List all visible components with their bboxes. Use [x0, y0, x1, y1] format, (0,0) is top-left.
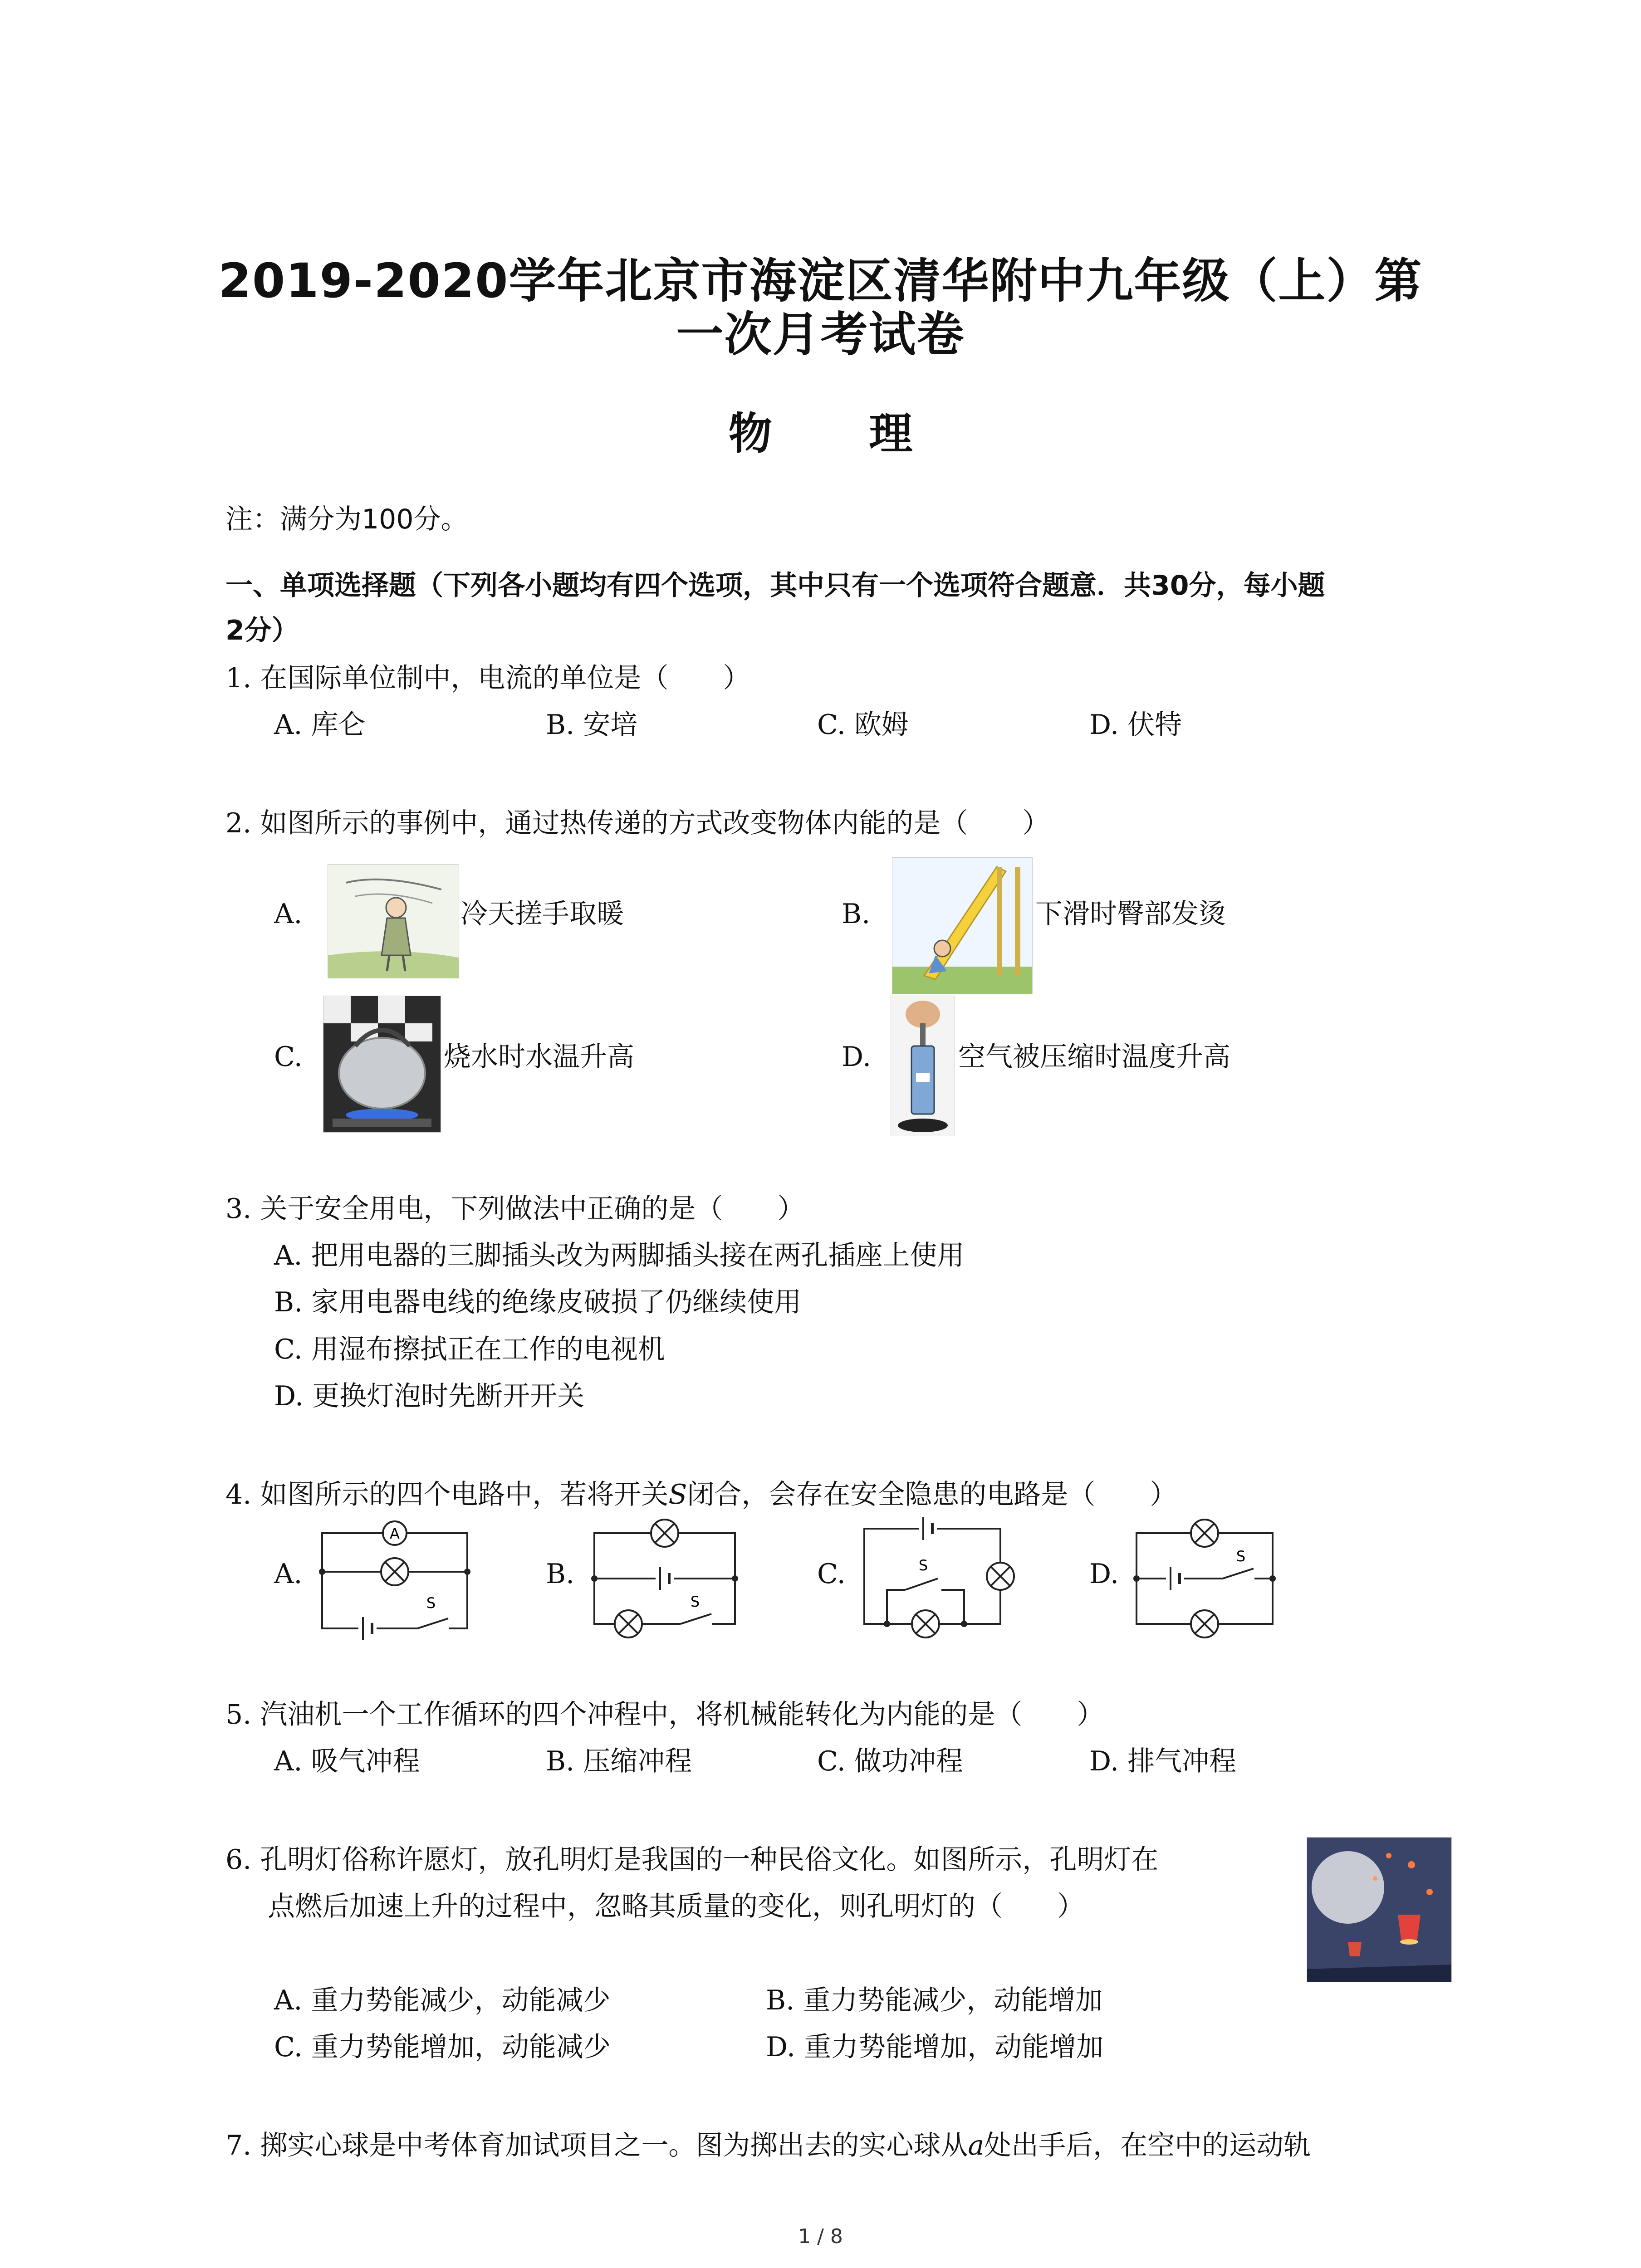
circuit-a — [318, 1515, 472, 1642]
q4-stem-after: 闭合，会存在安全隐患的电路是（ ） — [687, 1479, 1177, 1510]
q4-option-b-letter: B. — [546, 1558, 575, 1590]
page-number: 1 / 8 — [798, 2225, 843, 2248]
q3-option-a: A. 把用电器的三脚插头改为两脚插头接在两孔插座上使用 — [274, 1240, 965, 1271]
lamp-icon — [615, 1610, 642, 1637]
q6-option-d: D. 重力势能增加，动能增加 — [766, 2031, 1104, 2063]
q3-stem: 3. 关于安全用电，下列做法中正确的是（ ） — [225, 1193, 805, 1225]
q4-stem-before: 4. 如图所示的四个电路中，若将开关 — [225, 1479, 669, 1510]
section-heading-line-2: 2分） — [225, 615, 299, 646]
switch-label: S — [918, 1557, 928, 1574]
score-note: 注：满分为100分。 — [225, 503, 468, 535]
lamp-icon — [987, 1563, 1014, 1590]
q1-option-b: B. 安培 — [546, 709, 638, 741]
q2-option-a-text: 冷天搓手取暖 — [460, 898, 624, 930]
q4-option-c-letter: C. — [817, 1558, 846, 1590]
switch-label: S — [426, 1594, 436, 1612]
q2-option-c-text: 烧水时水温升高 — [444, 1041, 634, 1073]
q4-stem-variable: S — [668, 1479, 687, 1510]
lamp-icon — [651, 1520, 678, 1547]
q3-option-b: B. 家用电器电线的绝缘皮破损了仍继续使用 — [274, 1286, 802, 1318]
q6-option-b: B. 重力势能减少，动能增加 — [766, 1984, 1103, 2016]
q1-stem: 1. 在国际单位制中，电流的单位是（ ） — [225, 662, 750, 694]
switch-label: S — [690, 1593, 700, 1610]
q2-option-d-text: 空气被压缩时温度升高 — [958, 1041, 1230, 1073]
q1-option-c: C. 欧姆 — [817, 709, 909, 741]
section-heading-line-1: 一、单项选择题（下列各小题均有四个选项，其中只有一个选项符合题意．共30分，每小题 — [225, 570, 1325, 601]
q7-stem-before: 7. 掷实心球是中考体育加试项目之一。图为掷出去的实心球从 — [225, 2130, 968, 2161]
q2-option-b-letter: B. — [842, 898, 871, 930]
subject-heading: 物 理 — [728, 408, 954, 459]
q2-option-d-letter: D. — [842, 1041, 872, 1073]
q3-option-c: C. 用湿布擦拭正在工作的电视机 — [274, 1334, 665, 1365]
q1-option-d: D. 伏特 — [1089, 709, 1182, 741]
q4-option-d-letter: D. — [1089, 1558, 1119, 1590]
q7-stem — [225, 2130, 1311, 2161]
q7-stem-variable: a — [968, 2130, 985, 2161]
circuit-d — [1132, 1510, 1282, 1642]
lamp-icon — [1191, 1520, 1218, 1547]
switch-label: S — [1236, 1548, 1246, 1565]
sky-lantern-picture — [1307, 1837, 1452, 1982]
air-pump-picture — [891, 996, 955, 1136]
q1-option-a: A. 库仑 — [274, 709, 366, 741]
q6-stem-line-2: 点燃后加速上升的过程中，忽略其质量的变化，则孔明灯的（ ） — [268, 1891, 1084, 1922]
q5-stem: 5. 汽油机一个工作循环的四个冲程中，将机械能转化为内能的是（ ） — [225, 1699, 1104, 1730]
q5-option-a: A. 吸气冲程 — [274, 1745, 420, 1777]
q2-option-b-text: 下滑时臀部发烫 — [1035, 898, 1226, 930]
q2-option-c-letter: C. — [274, 1041, 303, 1073]
title-line-2: 一次月考试卷 — [676, 307, 965, 362]
q6-option-c: C. 重力势能增加，动能减少 — [274, 2031, 611, 2063]
q5-option-c: C. 做功冲程 — [817, 1745, 963, 1777]
title-line-1: 2019-2020学年北京市海淀区清华附中九年级（上）第 — [218, 253, 1423, 308]
slide-picture — [892, 857, 1033, 994]
q6-stem-line-1: 6. 孔明灯俗称许愿灯，放孔明灯是我国的一种民俗文化。如图所示，孔明灯在 — [225, 1844, 1159, 1876]
circuit-b — [590, 1510, 740, 1642]
q5-option-d: D. 排气冲程 — [1089, 1745, 1237, 1777]
circuit-c — [860, 1510, 1023, 1642]
old-man-wind-picture — [328, 864, 459, 978]
lamp-icon — [912, 1610, 939, 1637]
q7-stem-after: 处出手后，在空中的运动轨 — [984, 2130, 1311, 2161]
lamp-icon — [381, 1558, 408, 1585]
q2-option-a-letter: A. — [274, 898, 303, 930]
lamp-icon — [1191, 1610, 1218, 1637]
kettle-picture — [323, 996, 441, 1133]
q5-option-b: B. 压缩冲程 — [546, 1745, 692, 1777]
q3-option-d: D. 更换灯泡时先断开开关 — [274, 1380, 585, 1412]
ammeter-label: A — [390, 1525, 400, 1542]
q4-option-a-letter: A. — [274, 1558, 303, 1590]
q4-stem — [225, 1479, 1177, 1510]
q2-stem: 2. 如图所示的事例中，通过热传递的方式改变物体内能的是（ ） — [225, 807, 1050, 839]
q6-option-a: A. 重力势能减少，动能减少 — [274, 1984, 611, 2016]
